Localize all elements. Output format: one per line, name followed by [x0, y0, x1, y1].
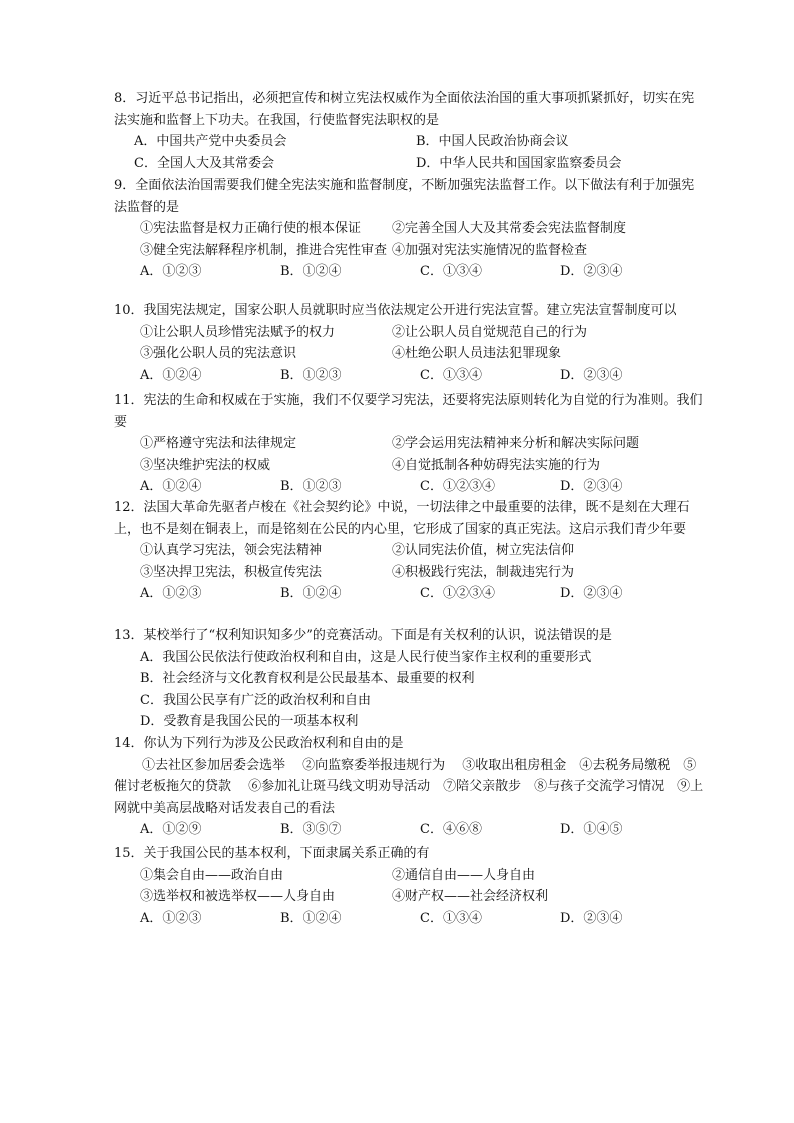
statement-row	[114, 540, 704, 562]
question-10	[114, 300, 704, 386]
question-12	[114, 497, 704, 605]
question-8	[114, 88, 704, 174]
choice-a: A．①②③	[140, 910, 202, 926]
statement-3: ③坚决捍卫宪法，积极宣传宪法	[140, 564, 323, 580]
question-stem: 10．我国宪法规定，国家公职人员就职时应当依法规定公开进行宪法宣誓。建立宪法宣誓制度可以	[114, 303, 677, 318]
choice-c: C．①③④	[420, 367, 482, 383]
choice-row	[114, 261, 704, 283]
choice-row	[114, 819, 704, 841]
statement-list: ①去社区参加居委会选举 ②向监察委举报违规行为 ③收取出租房租金 ④去税务局缴税 ⑤催讨老板拖欠的贷款 ⑥参加礼让斑马线文明劝导活动 ⑦陪父亲散步 ⑧与孩子交流学习情况 ⑨上网就中美高层战略对话发表自己的看法	[114, 757, 704, 816]
statement-row	[114, 865, 704, 887]
choice-c: C．④⑥⑧	[420, 822, 482, 837]
statement-1: ①认真学习宪法，领会宪法精神	[140, 543, 323, 558]
choice-d: D．②③④	[560, 264, 623, 279]
choice-d: D．②③④	[560, 479, 623, 494]
statement-row	[114, 218, 704, 240]
choice-c: C．①②③④	[420, 479, 495, 494]
statement-2: ②认同宪法价值，树立宪法信仰	[392, 543, 575, 558]
choice-c: C．①③④	[420, 910, 482, 926]
statement-2: ②学会运用宪法精神来分析和解决实际问题	[392, 436, 640, 451]
choice-row	[114, 908, 704, 930]
option-d: D．中华人民共和国国家监察委员会	[416, 155, 622, 171]
choice-row	[114, 583, 704, 605]
statement-1: ①严格遵守宪法和法律规定	[140, 436, 297, 451]
option-row	[114, 153, 704, 175]
choice-a: A．①②③	[140, 586, 202, 601]
statement-row	[114, 322, 704, 344]
statement-row	[114, 886, 704, 908]
statement-2: ②让公职人员自觉规范自己的行为	[392, 324, 588, 340]
choice-row	[114, 476, 704, 498]
question-9	[114, 175, 704, 283]
statement-4: ④财产权——社会经济权利	[392, 889, 549, 904]
statement-1: ①让公职人员珍惜宪法赋予的权力	[140, 324, 336, 340]
statement-1: ①宪法监督是权力正确行使的根本保证	[140, 221, 362, 236]
question-stem: 13．某校举行了“权利知识知多少”的竞赛活动。下面是有关权利的认识，说法错误的是	[114, 628, 612, 643]
statement-row	[114, 433, 704, 455]
statement-row	[114, 240, 704, 262]
question-stem: 14．你认为下列行为涉及公民政治权利和自由的是	[114, 736, 404, 751]
option-c: C．我国公民享有广泛的政治权利和自由	[140, 692, 371, 708]
option-a: A．我国公民依法行使政治权利和自由，这是人民行使当家作主权利的重要形式	[140, 649, 592, 665]
choice-a: A．①②③	[140, 264, 202, 279]
option-b: B．社会经济与文化教育权利是公民最基本、最重要的权利	[140, 671, 475, 686]
statement-row	[114, 455, 704, 477]
option-a: A．中国共产党中央委员会	[134, 134, 287, 149]
question-11	[114, 390, 704, 498]
option-b: B．中国人民政治协商会议	[416, 134, 569, 149]
choice-d: D．①④⑤	[560, 822, 623, 837]
question-stem: 8．习近平总书记指出，必须把宣传和树立宪法权威作为全面依法治国的重大事项抓紧抓好，切实在宪法实施和监督上下功夫。在我国，行使监督宪法职权的是	[114, 91, 695, 128]
statement-3: ③强化公职人员的宪法意识	[140, 346, 297, 361]
statement-4: ④自觉抵制各种妨碍宪法实施的行为	[392, 457, 601, 473]
choice-b: B．③⑤⑦	[280, 822, 342, 837]
statement-3: ③坚决维护宪法的权威	[140, 457, 271, 473]
statement-4: ④杜绝公职人员违法犯罪现象	[392, 346, 562, 361]
statement-2: ②通信自由——人身自由	[392, 867, 536, 883]
choice-a: A．①②④	[140, 367, 202, 383]
question-stem: 15．关于我国公民的基本权利，下面隶属关系正确的有	[114, 846, 430, 861]
statement-3: ③健全宪法解释程序机制，推进合宪性审查	[140, 242, 388, 258]
statement-4: ④加强对宪法实施情况的监督检查	[392, 242, 588, 258]
statement-3: ③选举权和被选举权——人身自由	[140, 889, 336, 904]
choice-row	[114, 365, 704, 387]
choice-d: D．②③④	[560, 586, 623, 601]
option-row	[114, 131, 704, 153]
choice-a: A．①②⑨	[140, 822, 202, 837]
option-c: C．全国人大及其常委会	[134, 155, 274, 171]
statement-row	[114, 562, 704, 584]
question-stem: 12．法国大革命先驱者卢梭在《社会契约论》中说，一切法律之中最重要的法律，既不是刻在大理石上，也不是刻在铜表上，而是铭刻在公民的内心里，它形成了国家的真正宪法。这启示我们青少年要	[114, 500, 690, 537]
choice-c: C．①③④	[420, 264, 482, 279]
choice-a: A．①②④	[140, 479, 202, 494]
statement-2: ②完善全国人大及其常委会宪法监督制度	[392, 221, 627, 236]
choice-b: B．①②④	[280, 264, 342, 279]
question-13	[114, 625, 704, 733]
choice-d: D．②③④	[560, 367, 623, 383]
statement-4: ④积极践行宪法，制裁违宪行为	[392, 564, 575, 580]
question-14	[114, 733, 704, 841]
choice-b: B．①②④	[280, 586, 342, 601]
choice-b: B．①②③	[280, 367, 342, 383]
statement-row	[114, 343, 704, 365]
question-stem: 11．宪法的生命和权威在于实施，我们不仅要学习宪法，还要将宪法原则转化为自觉的行为准则。我们要	[114, 393, 703, 430]
choice-b: B．①②④	[280, 910, 342, 926]
choice-d: D．②③④	[560, 910, 623, 926]
question-15	[114, 843, 704, 929]
choice-b: B．①②③	[280, 479, 342, 494]
statement-1: ①集会自由——政治自由	[140, 867, 284, 883]
option-d: D．受教育是我国公民的一项基本权利	[140, 714, 359, 729]
question-stem: 9．全面依法治国需要我们健全宪法实施和监督制度，不断加强宪法监督工作。以下做法有利于加强宪法监督的是	[114, 178, 695, 215]
choice-c: C．①②③④	[420, 586, 495, 601]
